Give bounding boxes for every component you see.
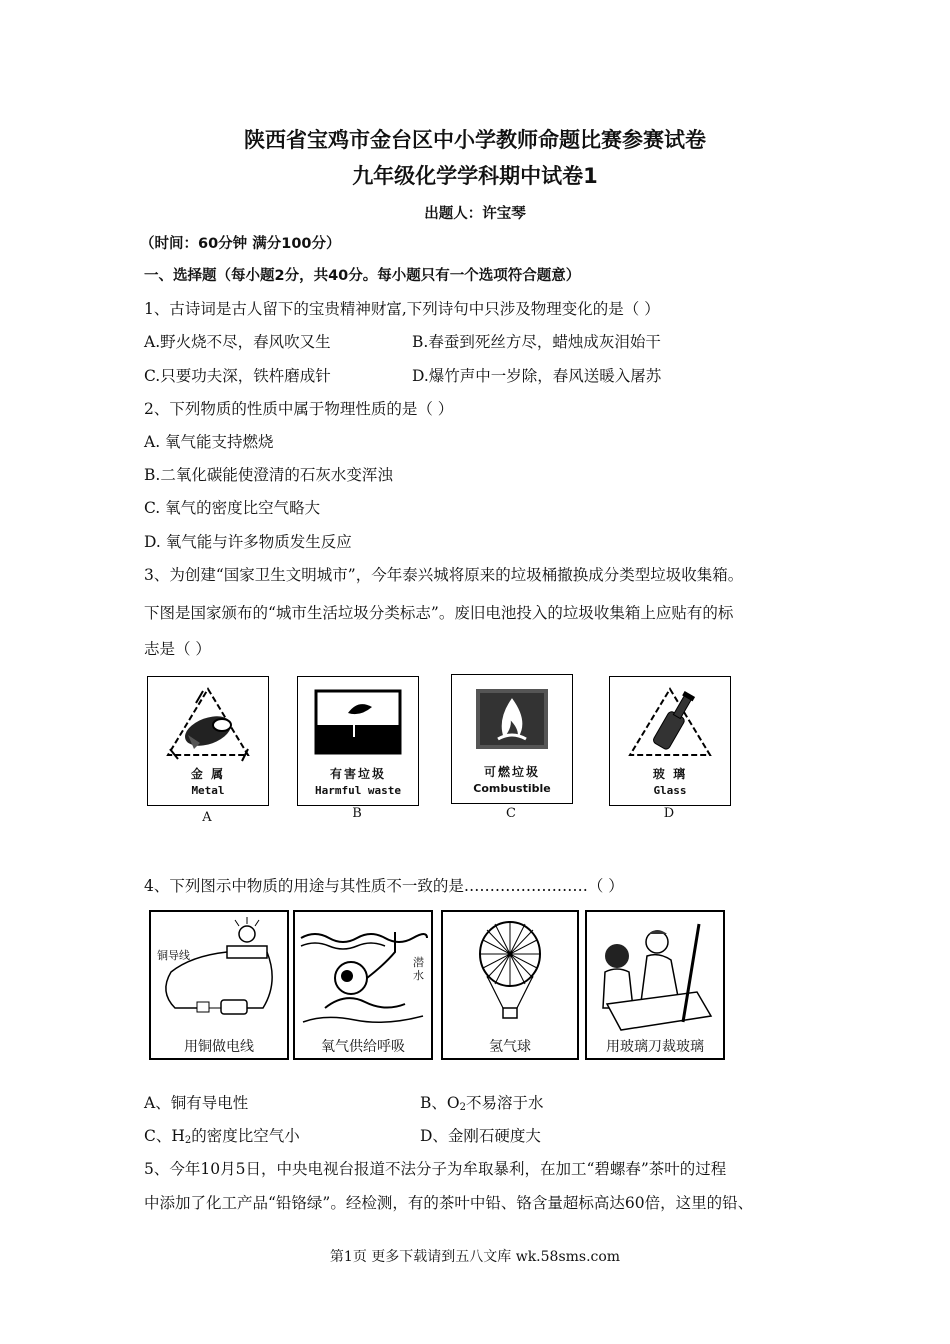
- q4-stem: 4、下列图示中物质的用途与其性质不一致的是……………………（ ）: [144, 877, 624, 895]
- picture-4-caption: 用玻璃刀裁玻璃: [606, 1039, 704, 1055]
- picture-1-caption: 用铜做电线: [184, 1039, 254, 1055]
- q2-option-c: C. 氧气的密度比空气略大: [144, 499, 321, 517]
- q3-line2: 下图是国家颁布的“城市生活垃圾分类标志”。废旧电池投入的垃圾收集箱上应贴有的标: [144, 604, 734, 622]
- q2-option-b: B.二氧化碳能使澄清的石灰水变浑浊: [144, 466, 393, 484]
- q2-option-d: D. 氧气能与许多物质发生反应: [144, 533, 352, 551]
- q1-option-c: C.只要功夫深，铁杵磨成针: [144, 367, 331, 385]
- sign-d-cn: 玻 璃: [652, 767, 688, 781]
- picture-diving: [293, 910, 433, 1060]
- picture-balloon: [441, 910, 579, 1060]
- sign-b-letter: B: [352, 806, 362, 821]
- q4-option-d: D、金刚石硬度大: [420, 1127, 541, 1145]
- picture-glass-cutting: [585, 910, 725, 1060]
- q2-stem: 2、下列物质的性质中属于物理性质的是（ ）: [144, 400, 454, 418]
- q1-option-d: D.爆竹声中一岁除，春风送暖入屠苏: [412, 367, 662, 385]
- sign-metal: [147, 676, 269, 806]
- q4-option-c: C、$H_2$的密度比空气小: [144, 1127, 300, 1146]
- time-info: （时间：60分钟 满分100分）: [140, 236, 341, 252]
- picture-3-caption: 氢气球: [489, 1039, 531, 1055]
- q4-option-b: B、$O_2$不易溶于水: [420, 1094, 544, 1113]
- q1-option-b: B.春蚕到死丝方尽，蜡烛成灰泪始干: [412, 333, 661, 351]
- author-line: 出题人：许宝琴: [424, 206, 526, 222]
- sign-c-letter: C: [506, 806, 516, 821]
- q5-line1: 5、今年10月5日，中央电视台报道不法分子为牟取暴利，在加工“碧螺春”茶叶的过程: [144, 1160, 727, 1178]
- q3-line3: 志是（ ）: [144, 640, 211, 658]
- sign-combustible: [451, 674, 573, 804]
- sign-b-en: Harmful waste: [314, 784, 402, 797]
- sign-a-en: Metal: [191, 784, 225, 797]
- sign-b-cn: 有害垃圾: [329, 767, 386, 781]
- sign-c-cn: 可燃垃圾: [483, 765, 540, 779]
- exam-subtitle: 九年级化学学科期中试卷1: [352, 164, 598, 188]
- picture-copper-wire: [149, 910, 289, 1060]
- sign-d-en: Glass: [653, 784, 687, 797]
- q5-line2: 中添加了化工产品“铅铬绿”。经检测，有的茶叶中铅、铬含量超标高达60倍，这里的铅、: [144, 1194, 754, 1212]
- q1-stem: 1、古诗词是古人留下的宝贵精神财富,下列诗句中只涉及物理变化的是（ ）: [144, 300, 660, 318]
- q1-option-a: A.野火烧不尽，春风吹又生: [144, 333, 331, 351]
- sign-a-letter: A: [202, 810, 212, 825]
- sign-c-en: Combustible: [473, 782, 551, 795]
- picture-2-caption: 氧气供给呼吸: [321, 1039, 405, 1055]
- q3-line1: 3、为创建“国家卫生文明城市”，今年泰兴城将原来的垃圾桶撤换成分类型垃圾收集箱。: [144, 566, 744, 584]
- q2-option-a: A. 氧气能支持燃烧: [144, 433, 274, 451]
- sign-d-letter: D: [663, 806, 675, 821]
- copper-wire-label: 铜导线: [157, 949, 190, 962]
- page-footer: 第1页 更多下载请到五八文库 wk.58sms.com: [329, 1249, 621, 1265]
- sign-glass: [609, 676, 731, 806]
- q4-option-a: A、铜有导电性: [144, 1094, 249, 1112]
- exam-title: 陕西省宝鸡市金台区中小学教师命题比赛参赛试卷: [244, 128, 706, 152]
- sign-a-cn: 金 属: [190, 767, 226, 781]
- diving-label: 潜水: [413, 956, 424, 982]
- section-heading: 一、选择题（每小题2分，共40分。每小题只有一个选项符合题意）: [144, 268, 581, 284]
- sign-harmful: [297, 676, 419, 806]
